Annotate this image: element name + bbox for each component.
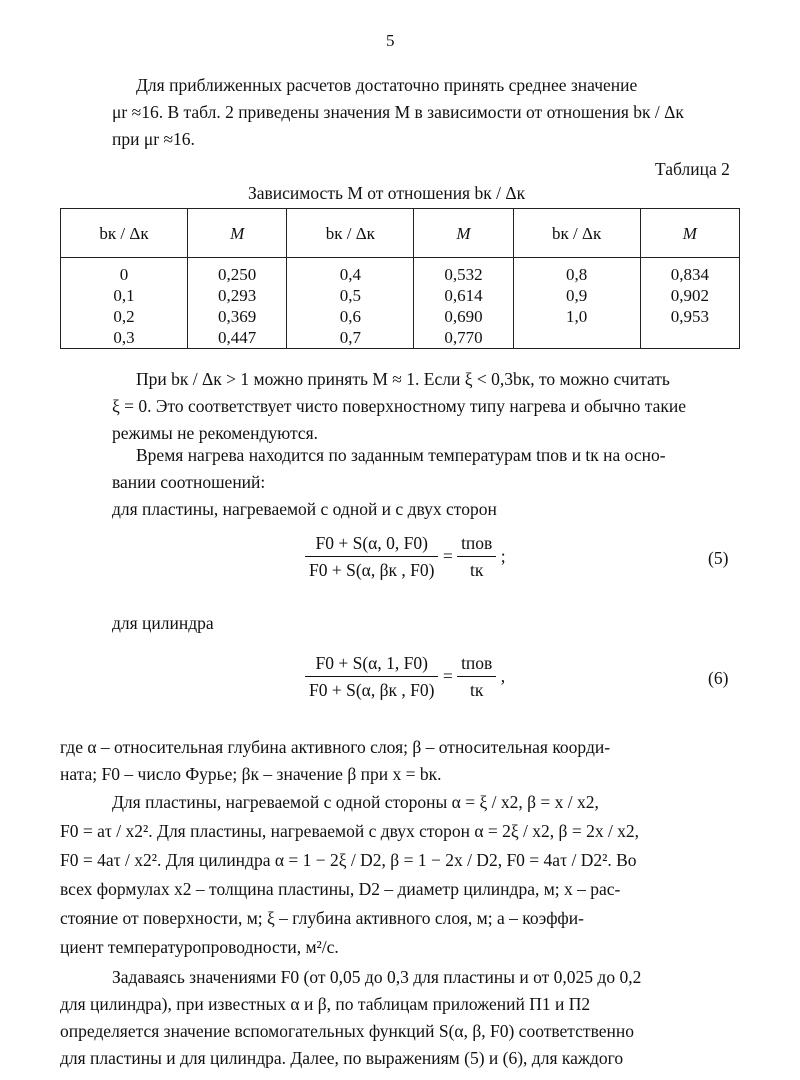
para6-line-1: Задаваясь значениями F0 (от 0,05 до 0,3 для пластины и от 0,025 до 0,2 (112, 967, 642, 987)
table-cell: 0,1 (61, 285, 188, 306)
para4-line-1: где α – относительная глубина активного слоя; β – относительная коорди- (60, 737, 611, 757)
intro-line-1: Для приближенных расчетов достаточно принять среднее значение (136, 75, 638, 95)
paragraph-5 (60, 788, 740, 962)
para5-line-4: всех формулах x2 – толщина пластины, D2 – диаметр цилиндра, м; x – рас- (60, 879, 621, 899)
para5-line-1: Для пластины, нагреваемой с одной стороны α = ξ / x2, β = x / x2, (112, 792, 599, 812)
header-cell: M (414, 209, 513, 258)
eq5-rhs-fraction (457, 530, 496, 583)
data-table (60, 208, 740, 349)
eq5-rhs-numerator: tпов (457, 530, 496, 557)
cylinder-label: для цилиндра (112, 613, 214, 633)
table-cell: 0 (61, 258, 188, 286)
table-cell: 0,953 (640, 306, 739, 327)
table-cell (513, 327, 640, 349)
table-cell: 0,532 (414, 258, 513, 286)
eq6-suffix: , (500, 666, 506, 686)
para3-line-2: вании соотношений: (112, 472, 266, 492)
eq5-rhs-denominator: tк (470, 560, 484, 580)
table-cell: 1,0 (513, 306, 640, 327)
equation-5-number: (5) (708, 548, 729, 568)
para4-line-2: ната; F0 – число Фурье; βк – значение β при x = bк. (60, 764, 442, 784)
eq5-suffix: ; (500, 546, 506, 566)
table-row (61, 285, 740, 306)
table-cell: 0,7 (287, 327, 414, 349)
table-cell: 0,770 (414, 327, 513, 349)
paragraph-4 (60, 734, 740, 788)
table-cell: 0,6 (287, 306, 414, 327)
para2-line-2: ξ = 0. Это соответствует чисто поверхностному типу нагрева и обычно такие (112, 396, 687, 416)
equation-6: $\frac{F0 + S(\alpha, 1, F0)}{F0 + S(\alpha, \beta к , F0)}$ = $\frac{\text{tпов}}{tк}$ , (305, 650, 505, 703)
page-number: 5 (386, 31, 395, 50)
table-cell: 0,9 (513, 285, 640, 306)
table-cell: 0,293 (188, 285, 287, 306)
table-cell: 0,5 (287, 285, 414, 306)
table-cell: 0,2 (61, 306, 188, 327)
para2-line-3: режимы не рекомендуются. (112, 423, 318, 443)
table-cell: 0,4 (287, 258, 414, 286)
table-title: Зависимость M от отношения bк / Δк (248, 183, 526, 203)
equation-6-number: (6) (708, 668, 729, 688)
eq5-numerator: F0 + S(α, 0, F0) (305, 530, 438, 557)
para6-line-3: определяется значение вспомогательных функций S(α, β, F0) соответственно (60, 1021, 634, 1041)
para5-line-3: F0 = 4aτ / x2². Для цилиндра α = 1 − 2ξ / D2, β = 1 − 2x / D2, F0 = 4aτ / D2². Во (60, 850, 637, 870)
table-cell: 0,834 (640, 258, 739, 286)
header-cell: M (188, 209, 287, 258)
eq6-numerator: F0 + S(α, 1, F0) (305, 650, 438, 677)
table-cell (640, 327, 739, 349)
eq6-lhs-fraction (305, 650, 438, 703)
para5-line-6: циент температуропроводности, м²/с. (60, 937, 339, 957)
paragraph-6 (60, 964, 740, 1072)
table-row (61, 327, 740, 349)
table-cell: 0,902 (640, 285, 739, 306)
intro-line-2: μr ≈16. В табл. 2 приведены значения M в зависимости от отношения bк / Δк (112, 102, 684, 122)
intro-paragraph (112, 72, 734, 153)
para3-line-1: Время нагрева находится по заданным температурам tпов и tк на осно- (136, 445, 666, 465)
table-cell: 0,369 (188, 306, 287, 327)
table-label: Таблица 2 (655, 159, 730, 179)
header-cell: bк / Δк (513, 209, 640, 258)
equation-5: $\frac{F0 + S(\alpha, 0, F0)}{F0 + S(\alpha, \beta к , F0)}$ = $\frac{\text{tпов}}{tк}$ ; (305, 530, 506, 583)
header-cell: M (640, 209, 739, 258)
eq5-lhs-fraction (305, 530, 438, 583)
intro-line-3: при μr ≈16. (112, 129, 195, 149)
table-cell: 0,8 (513, 258, 640, 286)
eq6-rhs-fraction (457, 650, 496, 703)
eq6-denominator: F0 + S(α, βк , F0) (309, 680, 435, 700)
table-cell: 0,690 (414, 306, 513, 327)
header-cell: bк / Δк (287, 209, 414, 258)
para6-line-2: для цилиндра), при известных α и β, по таблицам приложений П1 и П2 (60, 994, 591, 1014)
table-header-row (61, 209, 740, 258)
table-row (61, 258, 740, 286)
para6-line-4: для пластины и для цилиндра. Далее, по выражениям (5) и (6), для каждого (60, 1048, 624, 1068)
eq5-denominator: F0 + S(α, βк , F0) (309, 560, 435, 580)
para3-line-3: для пластины, нагреваемой с одной и с двух сторон (112, 499, 497, 519)
paragraph-2 (112, 366, 734, 447)
table-cell: 0,614 (414, 285, 513, 306)
para5-line-2: F0 = aτ / x2². Для пластины, нагреваемой с двух сторон α = 2ξ / x2, β = 2x / x2, (60, 821, 640, 841)
table-cell: 0,447 (188, 327, 287, 349)
table-cell: 0,250 (188, 258, 287, 286)
table-row (61, 306, 740, 327)
eq6-rhs-numerator: tпов (457, 650, 496, 677)
para2-line-1: При bк / Δк > 1 можно принять M ≈ 1. Если ξ < 0,3bк, то можно считать (136, 369, 670, 389)
paragraph-3 (112, 442, 734, 523)
header-cell: bк / Δк (61, 209, 188, 258)
para5-line-5: стояние от поверхности, м; ξ – глубина активного слоя, м; a – коэффи- (60, 908, 584, 928)
table-cell: 0,3 (61, 327, 188, 349)
eq6-rhs-denominator: tк (470, 680, 484, 700)
